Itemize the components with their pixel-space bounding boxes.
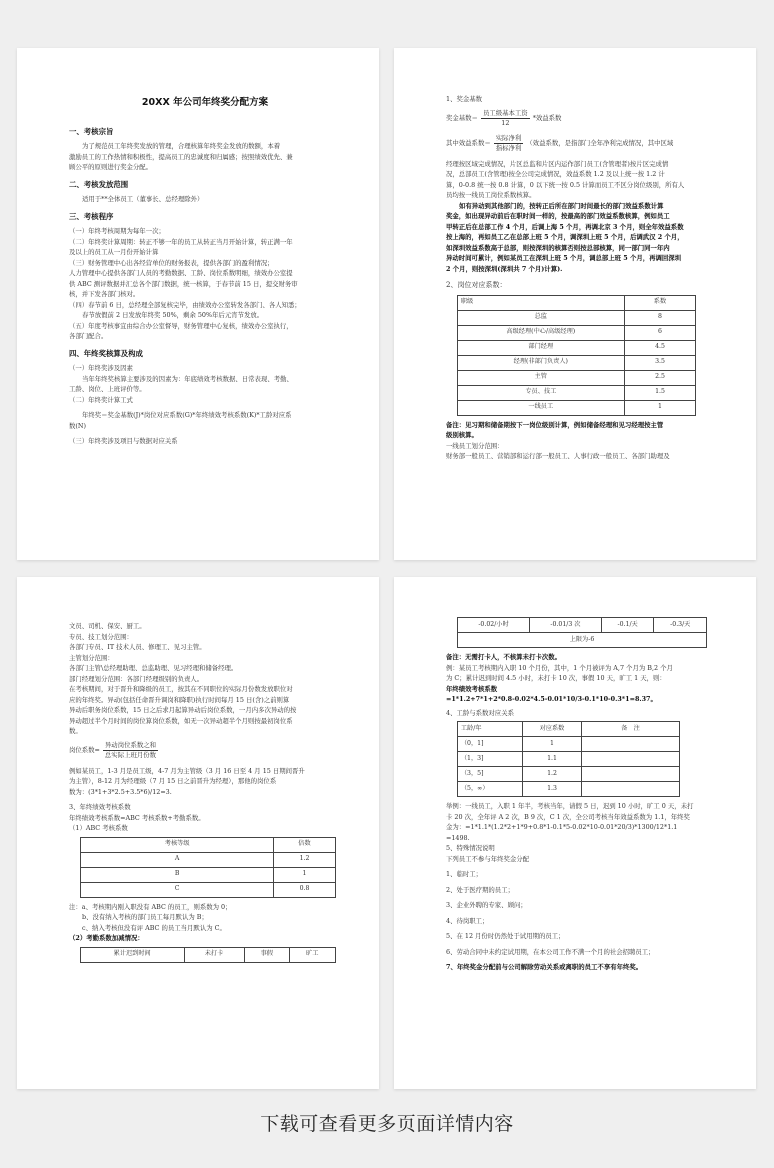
fraction-denominator: 指标净利 xyxy=(495,143,522,152)
subheading: （1）ABC 考核系数 xyxy=(69,824,128,832)
table-header-row xyxy=(457,295,695,310)
fraction xyxy=(494,134,524,153)
position-coefficient-table xyxy=(457,295,696,416)
table-cell: 一线员工 xyxy=(457,400,624,415)
table-header-row xyxy=(80,837,335,852)
paragraph-line: 举例：一线员工，入职 1 年半，考核当年，请假 5 日，迟到 10 小时，旷工 0 天，未打 xyxy=(446,802,694,810)
document-page-3 xyxy=(17,577,379,1089)
table-cell: 1.2 xyxy=(274,852,335,867)
table-row xyxy=(457,355,695,370)
table-cell: 1.3 xyxy=(522,782,581,797)
bold-paragraph-line: 2 个月，则按深圳(深圳共 7 个月)计算). xyxy=(446,264,563,273)
table-cell: 部门经理 xyxy=(457,340,624,355)
document-page-1 xyxy=(17,48,379,560)
paragraph-line: 一线员工划分范围： xyxy=(446,441,504,450)
note-line: b、没有纳入考核的部门员工每月默认为 B； xyxy=(82,913,208,921)
table-cell: -0.3/天 xyxy=(654,618,707,633)
seniority-coefficient-table xyxy=(457,721,680,797)
table-header-cell: 考核等级 xyxy=(80,837,274,852)
table-cell: 1 xyxy=(274,867,335,882)
bold-paragraph-line: 按上海的，再如员工乙在总部上班 5 个月，调深圳上班 5 个月，后调武汉 2 个月， xyxy=(446,233,684,241)
table-cell: B xyxy=(80,867,274,882)
table-header-row xyxy=(457,722,679,737)
paragraph-line: 应的年终奖。异动(包括任命晋升调岗和降职)执行时间每月 15 日(含)之前则算 xyxy=(69,695,290,704)
paragraph-line: 人力管理中心提供各部门人员的考勤数据、工龄、岗位系数明细，绩效办公室提 xyxy=(69,269,293,277)
table-cell: 总监 xyxy=(457,310,624,325)
table-header-cell: 对应系数 xyxy=(522,722,581,737)
table-cell: 1.1 xyxy=(522,752,581,767)
formula-lhs: 奖金基数＝ xyxy=(446,113,478,122)
section-heading: 二、考核发放范围 xyxy=(69,179,129,189)
table-cell: A xyxy=(80,852,274,867)
paragraph-line: 各部门配合。 xyxy=(69,332,108,340)
table-cell: 3.5 xyxy=(624,355,696,370)
paragraph-line: 顾公平的原则进行奖金分配。 xyxy=(69,163,153,171)
list-item: 5、在 12 月份时仍然处于试用期的员工； xyxy=(446,932,565,940)
formula-rhs: *效益系数 xyxy=(532,113,562,122)
table-cell: 2.5 xyxy=(624,370,696,385)
table-cell: 6 xyxy=(624,325,696,340)
section-heading: 三、考核程序 xyxy=(69,211,114,221)
abc-coefficient-table xyxy=(80,837,336,898)
paragraph-line: 激励员工的工作热情和积极性，提高员工的忠诚度和归属感；按照绩效优先、兼 xyxy=(69,152,293,161)
table-cell: 8 xyxy=(624,310,696,325)
paragraph-line: 财务部一般员工、营销部和运行部一般员工、人事行政一般员工、各部门助理及 xyxy=(446,452,670,460)
fraction xyxy=(103,741,158,760)
subheading: （二）年终奖计算工式 xyxy=(69,395,133,404)
note-line: 备注：无需打卡人，不核算未打卡次数。 xyxy=(446,653,562,661)
table-cell xyxy=(582,737,680,752)
attendance-table-continued xyxy=(457,617,707,648)
table-row xyxy=(457,370,695,385)
item-heading: 2、岗位对应系数： xyxy=(446,281,507,289)
paragraph-line: （三）财务管理中心出各经营单位的财务报表，提供各部门的盈利情况； xyxy=(69,258,274,267)
bold-paragraph-line: 如深圳效益系数高于总部，则按深圳的核算否则按总部核算，同一部门同一年内 xyxy=(446,243,670,252)
download-caption: 下载可查看更多页面详情内容 xyxy=(260,1113,514,1135)
bold-paragraph-line: 年终绩效考核系数 xyxy=(446,684,498,693)
table-cell: C xyxy=(80,882,274,897)
paragraph-line: 专员、技工划分范围： xyxy=(69,632,133,641)
paragraph-line: 数。 xyxy=(69,727,82,735)
table-row xyxy=(457,325,695,340)
formula-line: 年终奖＝奖金基数(J)*岗位对应系数(G)*年终绩效考核系数(K)*工龄对应系 xyxy=(82,411,292,419)
paragraph-line: 卡 20 次，全年评 A 2 次，B 9 次，C 1 次，全公司考核当年效益系数为 1.1，年终奖 xyxy=(446,812,690,821)
paragraph-line: 年终绩效考核系数=ABC 考核系数+考勤系数。 xyxy=(69,813,205,822)
paragraph-line: 算，0-0.8 统一按 0.8 计算，0 以下统一按 0.5 计算而员工不区分岗位级别，所有人 xyxy=(446,180,685,189)
fraction-denominator: 12 xyxy=(501,118,510,127)
table-row xyxy=(80,882,335,897)
paragraph-line: （二）年终奖计算周期：转正不够一年的员工从转正当月开始计算，转正满一年 xyxy=(69,237,293,246)
formula-lhs: 岗位系数= xyxy=(69,745,100,754)
paragraph-line: 工龄、岗位、上班评价等。 xyxy=(69,385,146,393)
efficiency-formula xyxy=(446,134,718,153)
paragraph-line: （五）年度考核事宜由综合办公室督导，财务管理中心复核，绩效办公室执行， xyxy=(69,321,293,330)
paragraph-line: 例如某员工，1-3 月是员工级，4-7 月为主管级（3 月 16 日至 4 月 15 日期间晋升 xyxy=(69,766,305,775)
subheading: （三）年终奖涉及项目与数据对应关系 xyxy=(69,437,178,445)
table-cell xyxy=(582,782,680,797)
table-header-cell: 工龄/年 xyxy=(457,722,522,737)
note-line: c、纳入考核但没有评 ABC 的员工当月默认为 C。 xyxy=(82,923,226,932)
paragraph-line: 下列员工不参与年终奖金分配 xyxy=(446,854,530,863)
list-item: 7、年终奖金分配前与公司解除劳动关系或离职的员工不享有年终奖。 xyxy=(446,963,643,971)
paragraph-line: 异动超过半个月时间的岗位算岗位系数，如无一次异动超半个月则按最初岗位系 xyxy=(69,716,293,725)
formula-rhs: （效益系数，是指部门全年净利完成情况，其中区域 xyxy=(526,138,674,147)
table-cell: 1 xyxy=(624,400,696,415)
paragraph-line: =1498. xyxy=(446,833,470,842)
table-cell: -0.1/天 xyxy=(601,618,654,633)
list-item: 1、临时工； xyxy=(446,870,483,878)
item-heading: 4、工龄与系数对应关系 xyxy=(446,708,514,717)
paragraph-line: 况，总部员工(含管理)按全公司完成情况，效益系数 1.2 及以上统一按 1.2 计 xyxy=(446,170,665,178)
paragraph-line: 供 ABC 测评数据并汇总各个部门数据，统一核算，于春节前 15 日，提交财务审 xyxy=(69,279,298,288)
table-cell: （1，3] xyxy=(457,752,522,767)
bold-paragraph-line: 异动时间可累计，例如某员工在深圳上班 5 个月，调总部上班 5 个月，再调回深圳 xyxy=(446,254,682,262)
paragraph-line: （一）年终考核周期为每年一次； xyxy=(69,227,165,235)
table-row xyxy=(457,633,706,648)
bold-paragraph-line: =1*1.2+7*1+2*0.8-0.02*4.5-0.01*10/3-0.1*10-0.3*1=8.37。 xyxy=(446,695,657,703)
table-cell xyxy=(582,752,680,767)
paragraph-line: 主管划分范围： xyxy=(69,653,114,662)
table-row xyxy=(457,340,695,355)
table-header-row xyxy=(80,947,335,962)
attendance-table xyxy=(80,947,336,963)
fraction-numerator: 异动岗位系数之和 xyxy=(104,740,157,749)
table-row xyxy=(457,767,679,782)
paragraph-line: 经理按区域完成情况，片区总监和片区内运作部门员工(含管理者)按片区完成情 xyxy=(446,159,669,168)
paragraph-line: 例：某员工考核期内入职 10 个月份，其中，1 个月被评为 A,7 个月为 B,2 个月 xyxy=(446,663,673,672)
document-title: 20XX 年公司年终奖分配方案 xyxy=(141,97,269,108)
list-item: 6、劳动合同中未约定试用期，在本公司工作不满一个月的社会招聘员工； xyxy=(446,947,655,956)
list-item: 2、处于医疗期的员工； xyxy=(446,885,514,894)
table-header-cell: 备 注 xyxy=(582,722,680,737)
item-heading: 3、年终绩效考核系数 xyxy=(69,803,131,811)
table-cell: 1.2 xyxy=(522,767,581,782)
table-cell: 0.8 xyxy=(274,882,335,897)
table-row xyxy=(80,867,335,882)
table-row xyxy=(80,852,335,867)
table-header-cell: 未打卡 xyxy=(184,947,244,962)
bonus-base-formula xyxy=(446,109,718,128)
paragraph-line: 适用于**全体员工（董事长、总经理除外） xyxy=(82,195,204,203)
table-header-cell: 旷工 xyxy=(290,947,336,962)
table-cell: （5，∞） xyxy=(457,782,522,797)
document-page-2 xyxy=(394,48,756,560)
table-cell: -0.02/小时 xyxy=(457,618,529,633)
table-row xyxy=(457,400,695,415)
formula-line: 数(N) xyxy=(69,421,86,430)
section-heading: 四、年终奖核算及构成 xyxy=(69,348,143,358)
table-cell: 高级经理(中心/高级经理) xyxy=(457,325,624,340)
table-cell: 1 xyxy=(522,737,581,752)
paragraph-line: 员均按一线员工岗位系数核算。 xyxy=(446,191,536,199)
table-cell: 主管 xyxy=(457,370,624,385)
table-cell xyxy=(582,767,680,782)
item-heading: 1、奖金基数 xyxy=(446,95,483,103)
note-line: 级别核算。 xyxy=(446,431,478,439)
fraction-denominator: 总实际上班月份数 xyxy=(104,750,157,759)
position-coefficient-formula xyxy=(69,741,341,760)
paragraph-line: 为 C；累计迟到时间 4.5 小时，未打卡 10 次，事假 10 天，旷工 1 天，则： xyxy=(446,674,666,682)
table-row xyxy=(457,385,695,400)
table-header-cell: 倍数 xyxy=(274,837,335,852)
table-row xyxy=(457,752,679,767)
note-line: 备注：见习期和储备期按下一岗位级别计算，例如储备经理和见习经理按主管 xyxy=(446,420,664,429)
table-header-cell: 累计迟到时间 xyxy=(80,947,184,962)
table-header-cell: 事假 xyxy=(244,947,290,962)
fraction xyxy=(481,109,530,128)
paragraph-line: 文员、司机、保安、厨工。 xyxy=(69,622,146,630)
document-page-4 xyxy=(394,577,756,1089)
formula-lhs: 其中效益系数＝ xyxy=(446,138,491,147)
subheading: （2）考勤系数加减情况： xyxy=(69,934,144,942)
table-row xyxy=(457,310,695,325)
table-cell: -0.01/3 次 xyxy=(530,618,602,633)
table-cell: 1.5 xyxy=(624,385,696,400)
paragraph-line: 异动后职务岗位系数，15 日之后求月起算异动后岗位系数，一月内多次异动的按 xyxy=(69,706,297,714)
section-heading: 一、考核宗旨 xyxy=(69,126,114,136)
subheading: （一）年终奖涉及因素 xyxy=(69,364,133,372)
table-header-cell: 职级 xyxy=(457,295,624,310)
table-cell: （0，1] xyxy=(457,737,522,752)
paragraph-line: 及以上的员工从一月份开始计算 xyxy=(69,248,159,256)
table-cell: 4.5 xyxy=(624,340,696,355)
bold-paragraph-line: 甲转正后在总部工作 4 个月，后调上海 5 个月，再调北京 3 个月，则全年效益系数 xyxy=(446,222,684,231)
paragraph-line: （四）春节前 6 日，总经理全部复核完毕，由绩效办公室转发各部门、各人知悉； xyxy=(69,300,301,309)
list-item: 4、待岗职工； xyxy=(446,916,489,925)
table-cell: 上限为-6 xyxy=(457,633,706,648)
table-row xyxy=(457,782,679,797)
note-line: 注：a、考核期内刚入职没有 ABC 的员工，则系数为 0； xyxy=(69,902,232,911)
paragraph-line: 各部门主管\总经理助理、总监助理、见习经理和储备经理。 xyxy=(69,664,238,672)
paragraph-line: 为主管），8-12 月为经理级（7 月 15 日之前晋升为经理），那他的岗位系 xyxy=(69,777,277,785)
table-cell: 专员、技工 xyxy=(457,385,624,400)
paragraph-line: 为了规范员工年终奖发放的管理，合理核算年终奖金发放的数额，本着 xyxy=(82,142,281,150)
paragraph-line: 当年年终奖核算主要涉及的因素为：年底绩效考核数据、日常表现、考勤、 xyxy=(82,374,293,383)
list-item: 3、企业外聘的专家、顾问； xyxy=(446,901,527,909)
paragraph-line: 部门经理划分范围：各部门经理级别的负责人。 xyxy=(69,674,204,683)
bold-paragraph-line: 奖金，如出现异动前后在职时间一样的，按最高的部门效益系数核算，例如员工 xyxy=(446,212,670,220)
table-header-cell: 系数 xyxy=(624,295,696,310)
table-cell: （3，5] xyxy=(457,767,522,782)
paragraph-line: 数为：(3*1+3*2.5+3.5*6)/12=3. xyxy=(69,787,172,796)
fraction-numerator: 实际净利 xyxy=(495,133,522,142)
bold-paragraph-line: 如有异动到其他部门的，按转正后所在部门时间最长的部门效益系数计算 xyxy=(459,201,664,210)
paragraph-line: 核，并下发各部门核对。 xyxy=(69,290,140,298)
table-cell: 经理(非部门负责人) xyxy=(457,355,624,370)
fraction-numerator: 员工级基本工资 xyxy=(482,108,528,117)
paragraph-line: 金为：=1*1.1*(1.2*2+1*9+0.8*1-0.1*5-0.02*10-0.01*20/3)*1300/12*1.1 xyxy=(446,823,678,831)
table-row xyxy=(457,618,706,633)
item-heading: 5、特殊情况说明 xyxy=(446,844,495,852)
paragraph-line: 在考核期间，对于晋升和降级的员工，按其在不同职位的实际月份数发放职位对 xyxy=(69,685,293,693)
paragraph-line: 春节放假前 2 日发放年终奖 50%，剩余 50%年后元宵节发放。 xyxy=(82,311,264,319)
paragraph-line: 各部门专员、IT 技术人员、修理工、见习主管。 xyxy=(69,643,206,651)
table-row xyxy=(457,737,679,752)
